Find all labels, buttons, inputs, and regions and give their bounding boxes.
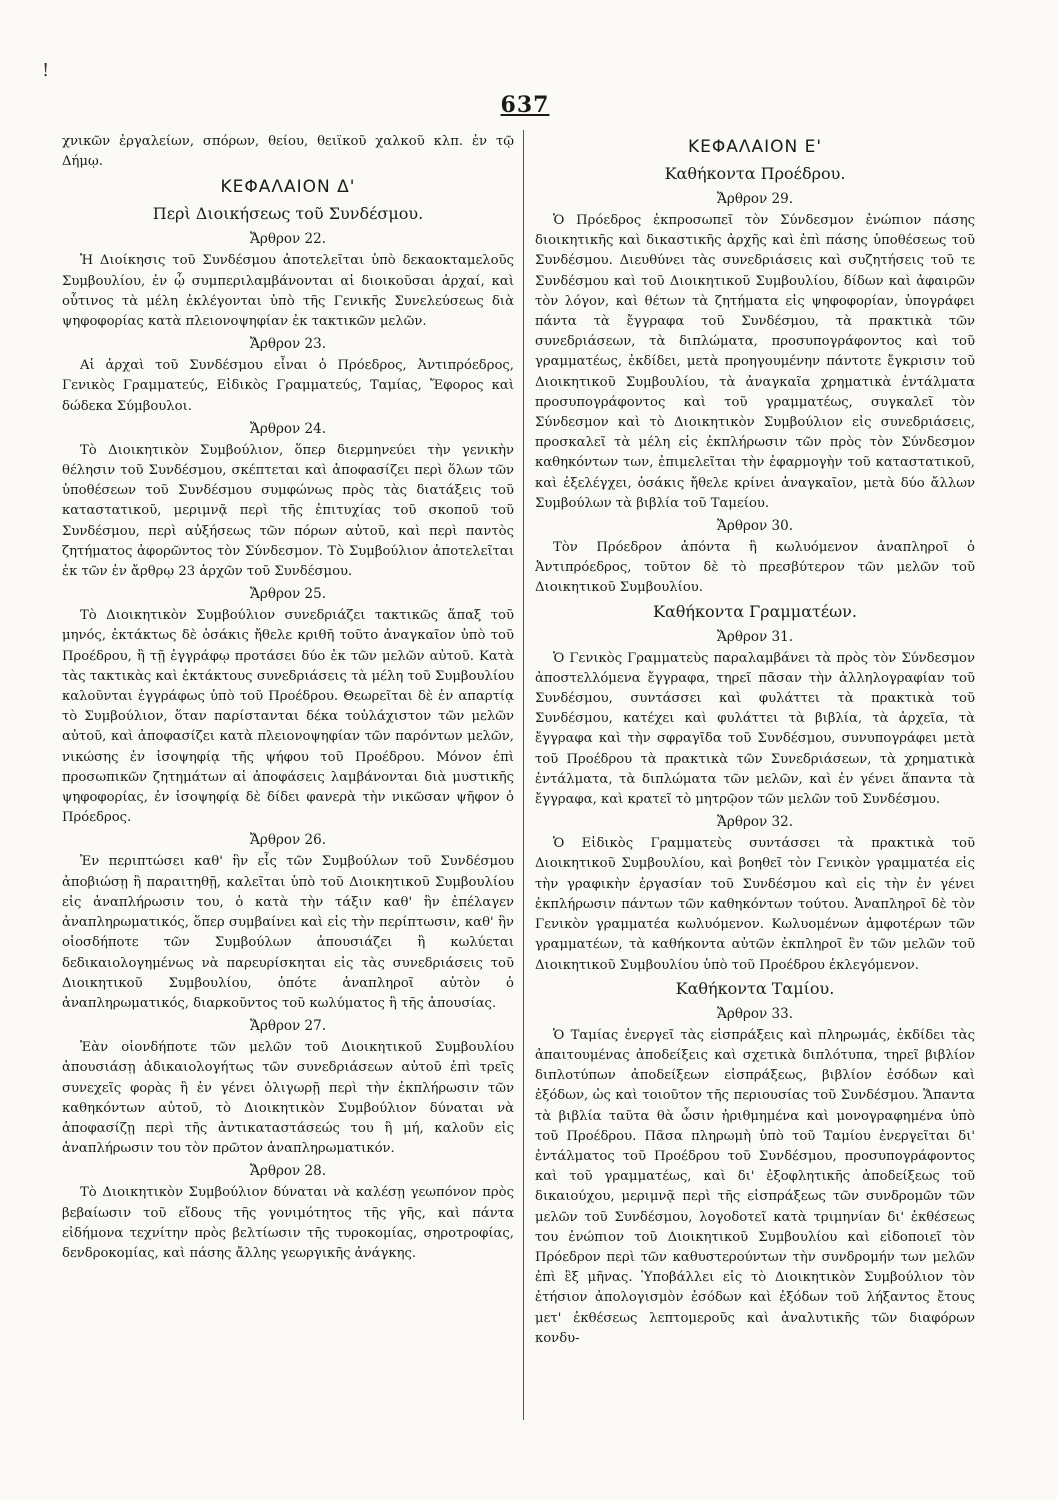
section-title: Καθήκοντα Ταμίου. — [675, 978, 835, 998]
article-title: Ἄρθρον 26. — [249, 832, 326, 849]
article-text: Τὸν Πρόεδρον ἀπόντα ἢ κωλυόμενον ἀναπληροῖ ὁ Ἀντιπρόεδρος, τοῦτον δὲ τὸ πρεσβύτερον τῶν μελῶν τοῦ Διοικητικοῦ Συμβουλίου. — [535, 540, 975, 596]
article-text: Ὁ Ταμίας ἐνεργεῖ τὰς εἰσπράξεις καὶ πληρωμάς, ἐκδίδει τὰς ἀπαιτουμένας ἀποδείξεις καὶ σχετικὰ διπλότυπα, τηρεῖ βιβλίον διπλοτύπων ἀποδείξεων εἰσπράξεως, βιβλίον ἐσόδων καὶ ἐξόδων, ὡς καὶ τοιοῦτον τῆς περιουσίας τοῦ Συνδέσμου. Ἅπαντα τὰ βιβλία ταῦτα θὰ ὦσιν ἠριθμημένα καὶ μονογραφημένα ὑπὸ τοῦ Προέδρου. Πᾶσα πληρωμὴ ὑπὸ τοῦ Ταμίου ἐνεργεῖται δι' ἐντάλματος τοῦ Προέδρου τοῦ Συνδέσμου, προσυπογράφοντος καὶ τοῦ γραμματέως, καὶ δι' ἐξοφλητικῆς ἀποδείξεως τοῦ δικαιούχου, μεριμνᾷ περὶ τῆς εἰσπράξεως τῶν συνδρομῶν τῶν μελῶν τοῦ Συνδέσμου, λογοδοτεῖ κατὰ τριμηνίαν δι' ἐκθέσεως του ἐνώπιον τοῦ Διοικητικοῦ Συμβουλίου καὶ εἰδοποιεῖ τὸν Πρόεδρον περὶ τῶν καθυστερούντων τὴν συνδρομήν των μελῶν ἐπὶ ἓξ μῆνας. Ὑποβάλλει εἰς τὸ Διοικητικὸν Συμβούλιον τὸν ἐτήσιον ἀπολογισμὸν ἐσόδων καὶ ἐξόδων τοῦ λήξαντος ἔτους μετ' ἐκθέσεως λεπτομεροῦς καὶ ἀναλυτικῆς τῶν διαφόρων κονδυ- — [535, 1027, 975, 1346]
article-text: Ὁ Γενικὸς Γραμματεὺς παραλαμβάνει τὰ πρὸς τὸν Σύνδεσμον ἀποστελλόμενα ἔγγραφα, τηρεῖ πᾶσαν τὴν ἀλληλογραφίαν τοῦ Συνδέσμου, συντάσσει καὶ φυλάττει τὰ πρακτικὰ τοῦ Συνδέσμου, κατέχει καὶ φυλάττει τὰ βιβλία, τὰ ἀρχεῖα, τὰ ἔγγραφα καὶ τὴν σφραγῖδα τοῦ Συνδέσμου, συνυπογράφει μετὰ τοῦ Προέδρου τὰ πρακτικὰ τῶν Συνεδριάσεων, τὰ χρηματικὰ ἐντάλματα, τὰ διπλώματα τῶν μελῶν, καὶ ἐν γένει ἅπαντα τὰ ἔγγραφα, καὶ κρατεῖ τὸ μητρῷον τῶν μελῶν τοῦ Συνδέσμου. — [535, 650, 975, 808]
article-title: Ἄρθρον 31. — [716, 628, 793, 645]
chapter-heading: ΚΕΦΑΛΑΙΟΝ Ε' — [687, 137, 823, 157]
article-text: Αἱ ἀρχαὶ τοῦ Συνδέσμου εἶναι ὁ Πρόεδρος, Ἀντιπρόεδρος, Γενικὸς Γραμματεύς, Εἰδικὸς Γραμματεύς, Ταμίας, Ἔφορος καὶ δώδεκα Σύμβουλοι. — [62, 358, 514, 414]
article-text: Ἐν περιπτώσει καθ' ἣν εἷς τῶν Συμβούλων τοῦ Συνδέσμου ἀποβιώσῃ ἢ παραιτηθῇ, καλεῖται ὑπὸ τοῦ Διοικητικοῦ Συμβουλίου εἰς ἀναπλήρωσιν του, ὁ κατὰ τὴν τάξιν καθ' ἣν ἐπέλαγεν ἀναπληρωματικός, ὅπερ συμβαίνει καὶ εἰς τὴν περίπτωσιν, καθ' ἣν οἱοσδήποτε τῶν Συμβούλων ἀπουσιάζει ἢ κωλύεται δεδικαιολογημένως νὰ παρευρίσκηται εἰς τὰς συνεδριάσεις τοῦ Διοικητικοῦ Συμβουλίου, ὁπότε ἀναπληροῖ αὐτὸν ὁ ἀναπληρωματικός, διαρκοῦντος τοῦ κωλύματος ἢ τῆς ἀπουσίας. — [62, 854, 514, 1011]
article-text: Τὸ Διοικητικὸν Συμβούλιον δύναται νὰ καλέσῃ γεωπόνον πρὸς βεβαίωσιν τοῦ εἴδους τῆς γονιμότητος τῆς γῆς, καὶ πάντα εἰδήμονα τεχνίτην πρὸς βελτίωσιν τῆς τυροκομίας, σηροτροφίας, δενδροκομίας, καὶ πάσης ἄλλης γεωργικῆς ἀνάγκης. — [62, 1185, 514, 1261]
article-text: Ὁ Εἰδικὸς Γραμματεὺς συντάσσει τὰ πρακτικὰ τοῦ Διοικητικοῦ Συμβουλίου, καὶ βοηθεῖ τὸν Γενικὸν γραμματέα εἰς τὴν γραφικὴν ἐργασίαν τοῦ Συνδέσμου καὶ εἰς τὴν ἐν γένει ἐκπλήρωσιν πάντων τῶν καθηκόντων τούτου. Ἀναπληροῖ δὲ τὸν Γενικὸν γραμματέα κωλυόμενον. Κωλυομένων ἀμφοτέρων τῶν γραμματέων, τὰ καθήκοντα αὐτῶν ἐκπληροῖ ἓν τῶν μελῶν τοῦ Διοικητικοῦ Συμβουλίου ὑπὸ τοῦ Προέδρου ἐκλεγόμενον. — [535, 836, 975, 973]
page-number: 637 — [500, 92, 550, 118]
article-text: Ὁ Πρόεδρος ἐκπροσωπεῖ τὸν Σύνδεσμον ἐνώπιον πάσης διοικητικῆς καὶ δικαστικῆς ἀρχῆς καὶ ἐπὶ πάσης ὑποθέσεως τοῦ Συνδέσμου. Διευθύνει τὰς συνεδριάσεις καὶ συζητήσεις τοῦ τε Συνδέσμου καὶ τοῦ Διοικητικοῦ Συμβουλίου, δίδων καὶ ἀφαιρῶν τὸν λόγον, καὶ θέτων τὰ ζητήματα εἰς ψηφοφορίαν, ὑπογράφει πάντα τὰ ἔγγραφα τοῦ Συνδέσμου, τὰ πρακτικὰ τῶν συνεδριάσεων, τὰ διπλώματα, προσυπογράφοντος καὶ τοῦ γραμματέως, ἐκδίδει, μετὰ προηγουμένην πάντοτε ἔγκρισιν τοῦ Διοικητικοῦ Συμβουλίου, τὰ ἀναγκαῖα χρηματικὰ ἐντάλματα προσυπογράφοντος καὶ τοῦ γραμματέως, συγκαλεῖ τὸν Σύνδεσμον καὶ τὸ Διοικητικὸν Συμβούλιον εἰς συνεδριάσεις, προσκαλεῖ τὰ μέλη εἰς ἐκπλήρωσιν τῶν πρὸς τὸν Σύνδεσμον καθηκόντων των, ἐπιμελεῖται τὴν ἐφαρμογὴν τοῦ καταστατικοῦ, καὶ ἐξελέγχει, ὁσάκις ἤθελε κρίνει ἀναγκαῖον, μετὰ δύο ἄλλων Συμβούλων τὰ βιβλία τοῦ Ταμείου. — [535, 213, 975, 511]
article-title: Ἄρθρον 24. — [249, 420, 326, 437]
article-text: Τὸ Διοικητικὸν Συμβούλιον συνεδριάζει τακτικῶς ἅπαξ τοῦ μηνός, ἐκτάκτως δὲ ὁσάκις ἤθελε κριθῆ τοῦτο ἀναγκαῖον ὑπὸ τοῦ Προέδρου, ἢ τῇ ἐγγράφῳ προτάσει δύο ἐκ τῶν μελῶν αὐτοῦ. Κατὰ τὰς τακτικὰς καὶ ἐκτάκτους συνεδριάσεις τὰ μέλη τοῦ Συμβουλίου καλοῦνται ἐγγράφως ὑπὸ τοῦ Προέδρου. Θεωρεῖται δὲ ἐν απαρτίᾳ τὸ Συμβούλιον, ὅταν παρίστανται δέκα τοὐλάχιστον τῶν μελῶν αὐτοῦ, καὶ ἀποφασίζει κατὰ πλειονοψηφίαν τῶν παρόντων μελῶν, νικώσης ἐν ἰσοψηφίᾳ τῆς ψήφου τοῦ Προέδρου. Μόνον ἐπὶ προσωπικῶν ζητημάτων αἱ ἀποφάσεις λαμβάνονται διὰ μυστικῆς ψηφοφορίας, ἐν ἰσοψηφίᾳ δὲ δίδει φανερὰ τὴν νικῶσαν ψῆφον ὁ Πρόεδρος. — [62, 608, 514, 826]
article-title: Ἄρθρον 30. — [716, 518, 793, 535]
article-text: Ἐὰν οἱονδήποτε τῶν μελῶν τοῦ Διοικητικοῦ Συμβουλίου ἀπουσιάσῃ ἀδικαιολογήτως τῶν συνεδριάσεων αὐτοῦ ἐπὶ τρεῖς συνεχεῖς φορὰς ἢ ἐν γένει ὀλιγωρῇ περὶ τὴν ἐκπλήρωσιν τῶν καθηκόντων αὐτοῦ, τὸ Διοικητικὸν Συμβούλιον δύναται νὰ ἀποφασίζῃ περὶ τῆς ἀντικαταστάσεώς του ἢ μή, καλοῦν εἰς ἀναπλήρωσιν του τὸν πρῶτον ἀναπληρωματικόν. — [62, 1040, 514, 1157]
article-title: Ἄρθρον 29. — [716, 191, 793, 207]
column-divider — [523, 130, 524, 1420]
chapter-heading: ΚΕΦΑΛΑΙΟΝ Δ' — [220, 177, 356, 198]
article-title: Ἄρθρον 28. — [249, 1163, 326, 1180]
left-column — [62, 132, 514, 1462]
margin-mark: ! — [42, 60, 50, 81]
section-title: Περὶ Διοικήσεως τοῦ Συνδέσμου. — [152, 204, 424, 224]
intro-paragraph: χνικῶν ἐργαλείων, σπόρων, θείου, θειϊκοῦ χαλκοῦ κλπ. ἐν τῷ Δήμῳ. — [62, 134, 514, 170]
article-text: Ἡ Διοίκησις τοῦ Συνδέσμου ἀποτελεῖται ὑπὸ δεκαοκταμελοῦς Συμβουλίου, ἐν ᾧ συμπεριλαμβάνονται αἱ διοικοῦσαι ἀρχαί, καὶ οὗτινος τὰ μέλη ἐκλέγονται ὑπὸ τῆς Γενικῆς Συνελεύσεως διὰ ψηφοφορίας κατὰ πλειονοψηφίαν ἐκ τακτικῶν μελῶν. — [62, 253, 514, 330]
article-title: Ἄρθρον 22. — [249, 231, 326, 248]
right-column — [535, 132, 975, 1462]
section-title: Καθήκοντα Προέδρου. — [664, 164, 846, 183]
article-title: Ἄρθρον 23. — [249, 336, 326, 353]
article-title: Ἄρθρον 32. — [716, 814, 793, 831]
article-text: Τὸ Διοικητικὸν Συμβούλιον, ὅπερ διερμηνεύει τὴν γενικὴν θέλησιν τοῦ Συνδέσμου, σκέπτεται καὶ ἀποφασίζει περὶ ὅλων τῶν ὑποθέσεων τοῦ Συνδέσμου συμφώνως πρὸς τὰς διατάξεις τοῦ καταστατικοῦ, μεριμνᾷ περὶ τῆς ἐπιτυχίας τοῦ σκοποῦ τοῦ Συνδέσμου, περὶ αὐξήσεως τῶν πόρων αὐτοῦ, καὶ περὶ παντὸς ζητήματος ἀφορῶντος τὸν Σύνδεσμον. Τὸ Συμβούλιον ἀποτελεῖται ἐκ τῶν ἐν ἄρθρῳ 23 ἀρχῶν τοῦ Συνδέσμου. — [62, 442, 514, 580]
article-title: Ἄρθρον 25. — [249, 586, 326, 603]
article-title: Ἄρθρον 33. — [716, 1005, 793, 1022]
article-title: Ἄρθρον 27. — [249, 1018, 326, 1035]
section-title: Καθήκοντα Γραμματέων. — [653, 601, 857, 621]
